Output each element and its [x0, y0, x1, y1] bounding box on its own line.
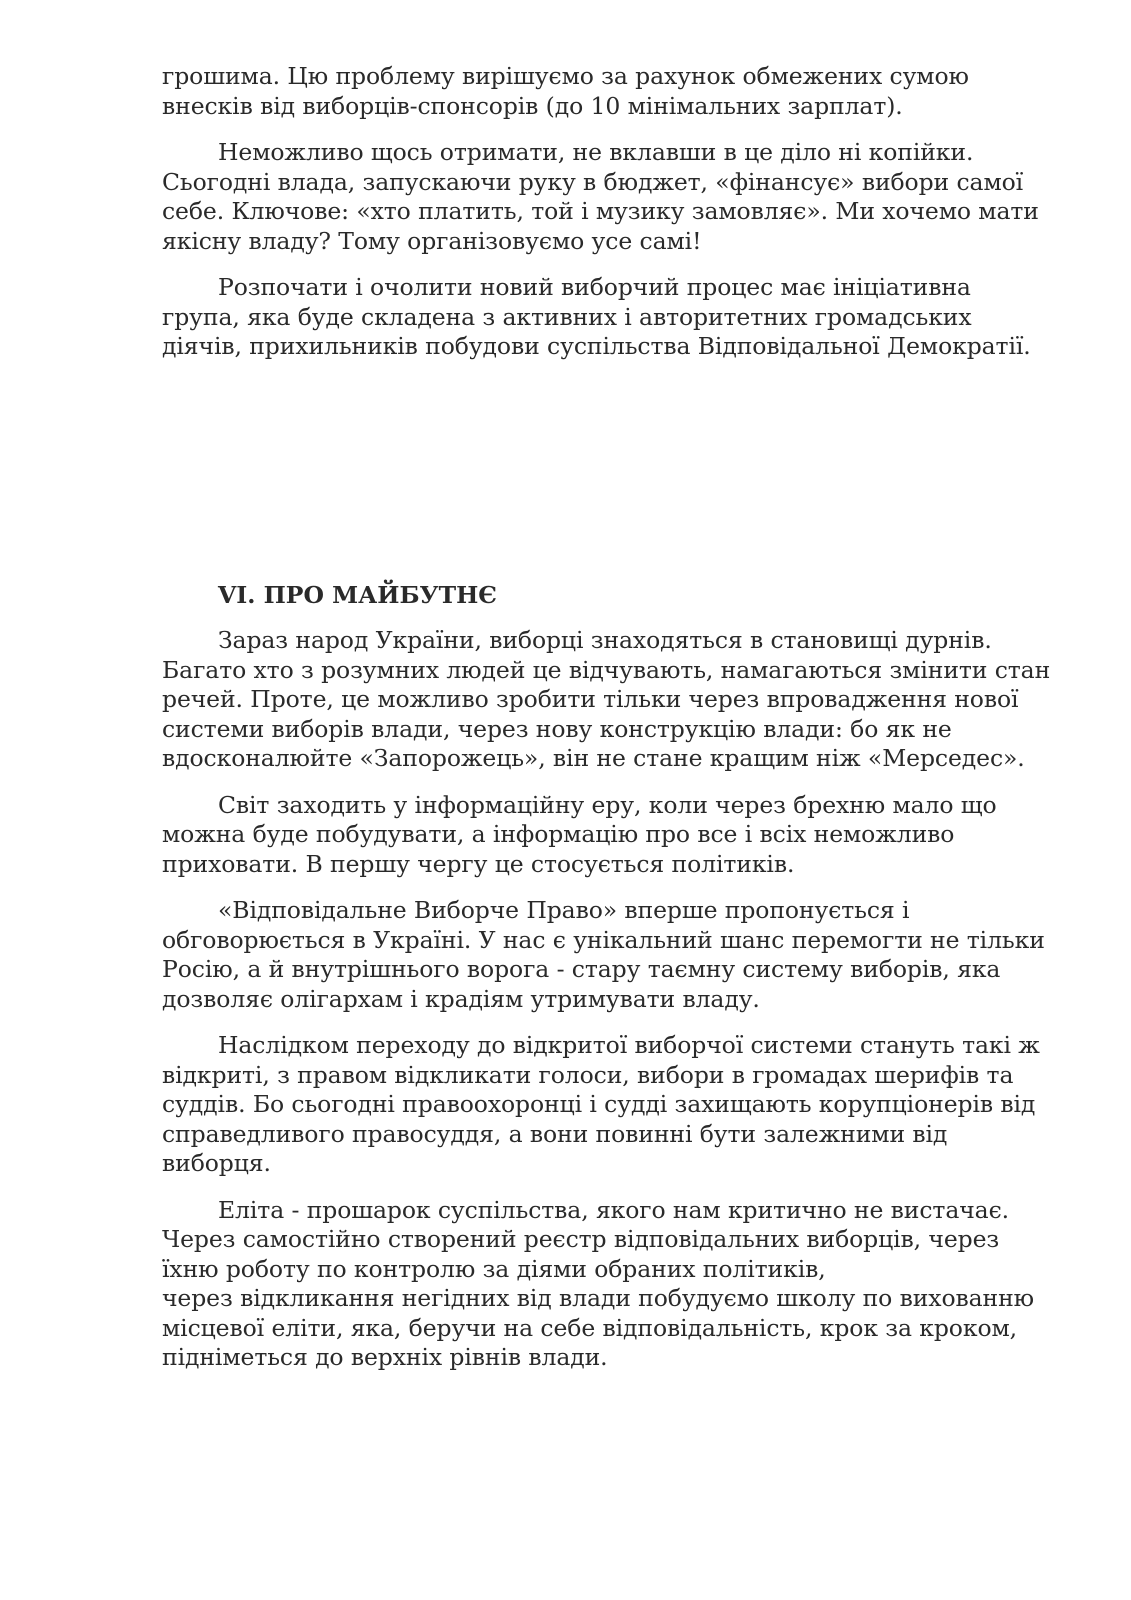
paragraph-continuation: грошима. Цю проблему вирішуємо за рахунок обмежених сумою внесків від виборців-спонсорів (до 10 мінімальних зарплат). [162, 62, 969, 120]
paragraph: Світ заходить у інформаційну еру, коли через брехню мало що можна буде побудувати, а інформацію про все і всіх неможливо приховати. В першу чергу це стосується політиків. [162, 790, 997, 878]
paragraph: Неможливо щось отримати, не вклавши в це діло ні копійки. Сьогодні влада, запускаючи руку в бюджет, «фінансує» вибори самої себе. Ключове: «хто платить, той і музику замовляє». Ми хочемо мати якісну владу? Тому організовуємо усе самі! [162, 138, 1039, 255]
section-text-block [162, 626, 1062, 1373]
intro-text-block [162, 62, 1062, 362]
paragraph: «Відповідальне Виборче Право» вперше пропонується і обговорюється в Україні. У нас є унікальний шанс перемогти не тільки Росію, а й внутрішнього ворога - стару таємну систему виборів, яка дозволяє олігархам і крадіям утримувати владу. [162, 896, 1045, 1013]
paragraph: Еліта - прошарок суспільства, якого нам критично не вистачає. Через самостійно створений реєстр відповідальних виборців, через їхню роботу по контролю за діями обраних політиків, через відкликання негідних від влади побудуємо школу по вихованню місцевої еліти, яка, беручи на себе відповідальність, крок за кроком, підніметься до верхніх рівнів влади. [162, 1195, 1035, 1371]
section-heading: VI. ПРО МАЙБУТНЄ [218, 581, 497, 609]
paragraph: Наслідком переходу до відкритої виборчої системи стануть такі ж відкриті, з правом відкликати голоси, вибори в громадах шерифів та суддів. Бо сьогодні правоохоронці і судді захищають корупціонерів від справедливого правосуддя, а вони повинні бути залежними від виборця. [162, 1031, 1040, 1177]
paragraph: Зараз народ України, виборці знаходяться в становищі дурнів. Багато хто з розумних людей це відчувають, намагаються змінити стан речей. Проте, це можливо зробити тільки через впровадження нової системи виборів влади, через нову конструкцію влади: бо як не вдосконалюйте «Запорожець», він не стане кращим ніж «Мерседес». [162, 626, 1051, 772]
paragraph: Розпочати і очолити новий виборчий процес має ініціативна група, яка буде складена з активних і авторитетних громадських діячів, прихильників побудови суспільства Відповідальної Демократії. [162, 273, 1031, 360]
